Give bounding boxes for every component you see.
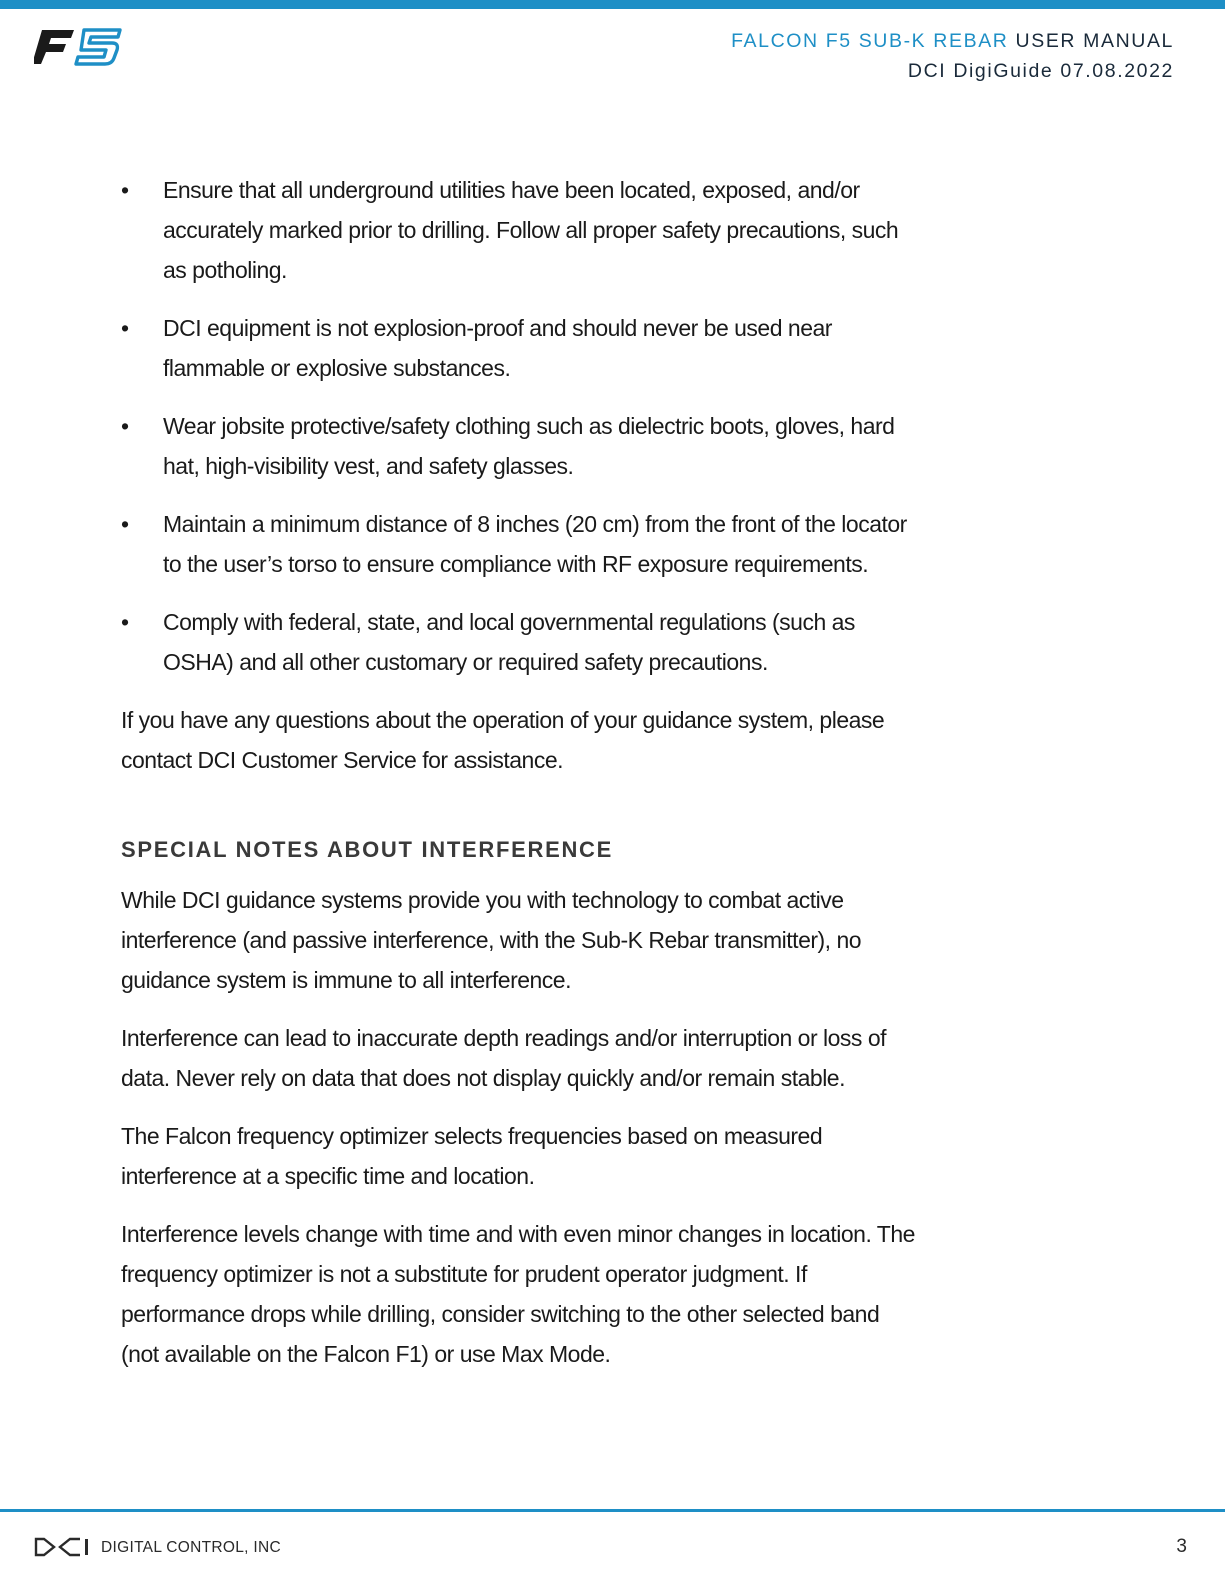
page-number: 3 [1176, 1536, 1187, 1557]
interference-paragraph: The Falcon frequency optimizer selects frequencies based on measured interference at a specific time and location. [121, 1123, 823, 1189]
footer-company-name: DIGITAL CONTROL, INC [101, 1539, 281, 1556]
header-guide-line [731, 56, 1174, 86]
list-item-text: Ensure that all underground utilities have been located, exposed, and/or accurately marked prior to drilling. Follow all proper safety precautions, such as potholing. [163, 177, 899, 283]
list-item-text: Maintain a minimum distance of 8 inches (20 cm) from the front of the locator to the user’s torso to ensure compliance with RF exposure requirements. [163, 511, 907, 577]
list-item [121, 504, 921, 584]
list-item-text: Comply with federal, state, and local governmental regulations (such as OSHA) and all other customary or required safety precautions. [163, 609, 855, 675]
header-title-line [731, 26, 1174, 56]
guide-label: DCI DigiGuide [907, 60, 1054, 82]
list-item [121, 602, 921, 682]
contact-paragraph: If you have any questions about the operation of your guidance system, please contact DCI Customer Service for assistance. [121, 707, 885, 773]
page-content [121, 170, 921, 1392]
section-heading: SPECIAL NOTES ABOUT INTERFERENCE [121, 837, 613, 862]
guide-date: 07.08.2022 [1060, 60, 1174, 82]
interference-paragraph: While DCI guidance systems provide you with technology to combat active interference (and passive interference, with the Sub-K Rebar transmitter), no guidance system is immune to all interference. [121, 887, 862, 993]
manual-label: USER MANUAL [1015, 30, 1174, 52]
list-item [121, 406, 921, 486]
falcon-f5-logo-icon [34, 26, 124, 68]
list-item-text: Wear jobsite protective/safety clothing such as dielectric boots, gloves, hard hat, high-visibility vest, and safety glasses. [163, 413, 895, 479]
bullet-icon: • [121, 315, 129, 341]
interference-paragraph: Interference can lead to inaccurate depth readings and/or interruption or loss of data. Never rely on data that does not display quickly and/or remain stable. [121, 1025, 886, 1091]
top-accent-bar [0, 0, 1225, 9]
bullet-icon: • [121, 511, 129, 537]
list-item [121, 308, 921, 388]
bullet-icon: • [121, 413, 129, 439]
dci-logo-icon [34, 1536, 92, 1558]
list-item [121, 170, 921, 290]
document-header [731, 26, 1174, 86]
product-name: FALCON F5 SUB-K REBAR [731, 30, 1009, 52]
list-item-text: DCI equipment is not explosion-proof and should never be used near flammable or explosive substances. [163, 315, 832, 381]
safety-bullet-list [121, 170, 921, 682]
interference-paragraph: Interference levels change with time and with even minor changes in location. The frequency optimizer is not a substitute for prudent operator judgment. If performance drops while drilling, consider switching to the other selected band (not available on the Falcon F1) or use Max Mode. [121, 1221, 915, 1367]
bullet-icon: • [121, 609, 129, 635]
bullet-icon: • [121, 177, 129, 203]
footer-divider [0, 1509, 1225, 1512]
